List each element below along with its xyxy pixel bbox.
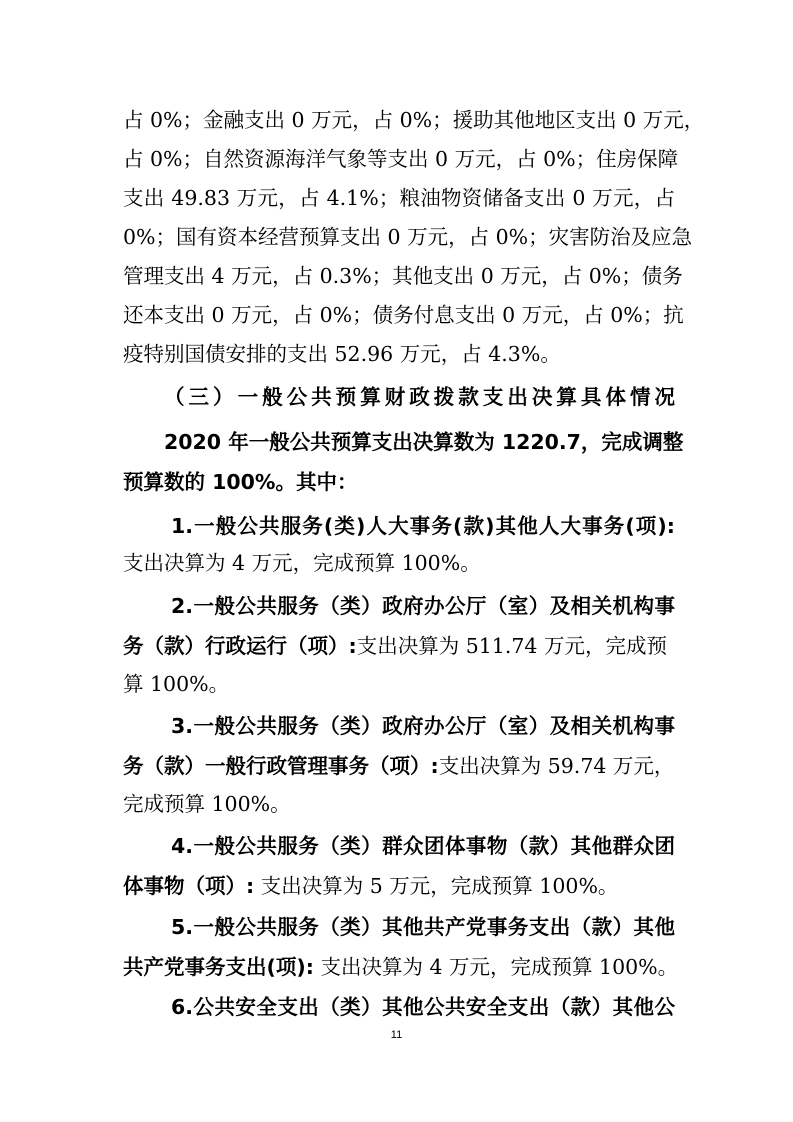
item-text: 完成预算 100%。 bbox=[123, 792, 291, 816]
item-line bbox=[123, 632, 675, 660]
item-heading: 2.一般公共服务（类）政府办公厅（室）及相关机构事 bbox=[171, 594, 675, 618]
section-heading: （三）一般公共预算财政拨款支出决算具体情况 bbox=[164, 385, 675, 409]
item-text: 支出决算为 4 万元，完成预算 100%。 bbox=[313, 955, 679, 979]
summary-line: 2020 年一般公共预算支出决算数为 1220.7，完成调整 bbox=[164, 430, 684, 454]
item-line bbox=[123, 872, 675, 900]
item-text: 支出决算为 59.74 万元， bbox=[438, 754, 675, 778]
paragraph-line: 疫特别国债安排的支出 52.96 万元，占 4.3%。 bbox=[123, 342, 561, 366]
item-heading: 1.一般公共服务(类)人大事务(款)其他人大事务(项): bbox=[171, 514, 675, 538]
item-line bbox=[123, 752, 675, 780]
paragraph-line: 0%；国有资本经营预算支出 0 万元，占 0%；灾害防治及应急 bbox=[123, 225, 693, 249]
item-text: 支出决算为 511.74 万元，完成预 bbox=[356, 634, 667, 658]
item-text: 支出决算为 5 万元，完成预算 100%。 bbox=[254, 874, 619, 898]
page-number: 11 bbox=[390, 1029, 403, 1041]
item-text: 算 100%。 bbox=[123, 672, 230, 696]
paragraph-line: 占 0%；金融支出 0 万元，占 0%；援助其他地区支出 0 万元， bbox=[123, 108, 705, 132]
summary-line: 预算数的 100%。其中： bbox=[123, 470, 358, 494]
paragraph-line: 占 0%；自然资源海洋气象等支出 0 万元，占 0%；住房保障 bbox=[123, 147, 679, 171]
item-text: 支出决算为 4 万元，完成预算 100%。 bbox=[123, 551, 481, 575]
item-heading: 4.一般公共服务（类）群众团体事物（款）其他群众团 bbox=[171, 834, 675, 858]
item-heading: 5.一般公共服务（类）其他共产党事务支出（款）其他 bbox=[171, 915, 675, 939]
item-heading: 体事物（项）: bbox=[123, 874, 255, 898]
item-heading: 6.公共安全支出（类）其他公共安全支出（款）其他公 bbox=[171, 995, 675, 1019]
paragraph-line: 管理支出 4 万元，占 0.3%；其他支出 0 万元，占 0%；债务 bbox=[123, 264, 683, 288]
item-heading: 3.一般公共服务（类）政府办公厅（室）及相关机构事 bbox=[171, 714, 675, 738]
item-line bbox=[123, 953, 679, 981]
paragraph-line: 还本支出 0 万元，占 0%；债务付息支出 0 万元，占 0%；抗 bbox=[123, 303, 684, 327]
paragraph-line: 支出 49.83 万元，占 4.1%；粮油物资储备支出 0 万元，占 bbox=[123, 186, 675, 210]
item-heading: 共产党事务支出(项): bbox=[123, 955, 314, 979]
item-heading: 务（款）行政运行（项）: bbox=[123, 634, 357, 658]
item-heading: 务（款）一般行政管理事务（项）: bbox=[123, 754, 439, 778]
